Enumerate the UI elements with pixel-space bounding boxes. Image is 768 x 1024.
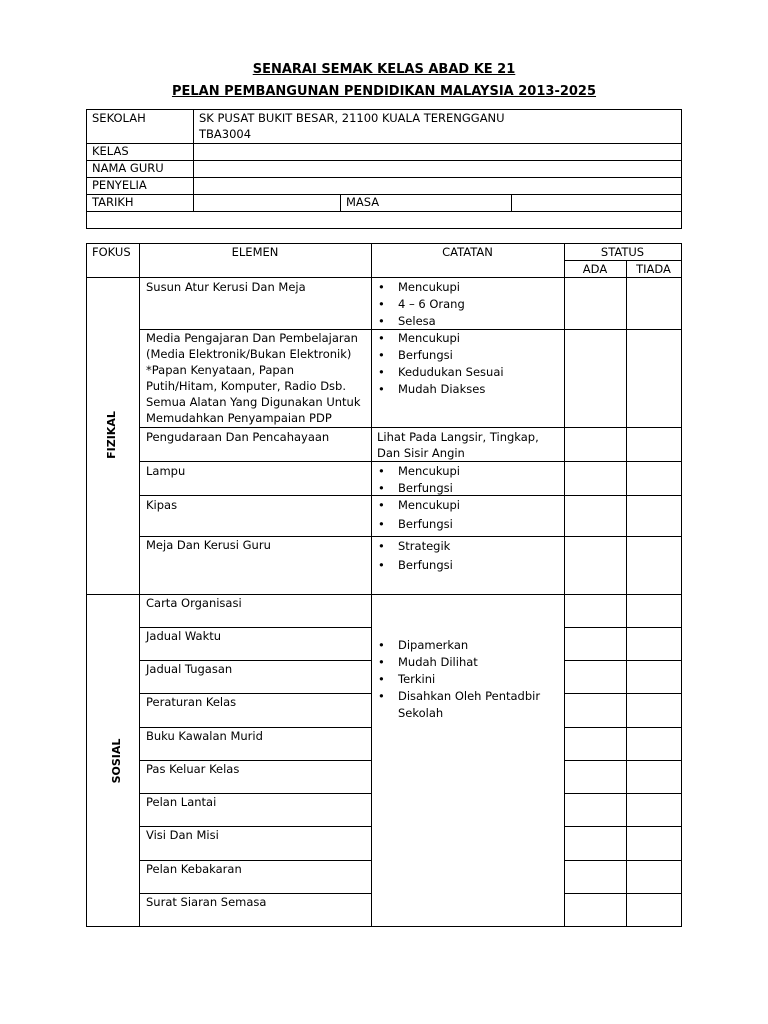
elemen-peraturan-kelas: Peraturan Kelas — [146, 695, 237, 709]
kelas-label: KELAS — [92, 144, 129, 158]
list-item: • Berfungsi — [372, 556, 453, 575]
penyelia-label: PENYELIA — [92, 178, 147, 192]
nama-guru-label: NAMA GURU — [92, 161, 164, 175]
header-status: STATUS — [600, 245, 645, 259]
sekolah-label: SEKOLAH — [92, 111, 146, 125]
elemen-media-line: Memudahkan Penyampaian PDP — [146, 411, 332, 425]
header-fokus: FOKUS — [92, 245, 131, 259]
header-ada: ADA — [582, 262, 608, 276]
list-item: • Selesa — [372, 313, 465, 330]
masa-label: MASA — [346, 195, 380, 209]
elemen-media-line: Media Pengajaran Dan Pembelajaran — [146, 331, 358, 345]
elemen-media-line: Semua Alatan Yang Digunakan Untuk — [146, 395, 361, 409]
list-item: • Berfungsi — [372, 347, 504, 364]
elemen-surat-siaran: Surat Siaran Semasa — [146, 895, 267, 909]
elemen-pelan-kebakaran: Pelan Kebakaran — [146, 862, 242, 876]
elemen-carta-organisasi: Carta Organisasi — [146, 596, 242, 610]
list-item: • Mencukupi — [372, 463, 460, 480]
header-elemen: ELEMEN — [231, 245, 279, 259]
catatan-list-kipas — [372, 496, 460, 534]
catatan-list-lampu — [372, 463, 460, 497]
catatan-pengudaraan-line: Lihat Pada Langsir, Tingkap, — [377, 430, 539, 444]
elemen-media-line: Putih/Hitam, Komputer, Radio Dsb. — [146, 379, 346, 393]
elemen-meja-guru: Meja Dan Kerusi Guru — [146, 538, 271, 552]
list-item: • Mudah Dilihat — [372, 654, 540, 671]
elemen-susun-atur: Susun Atur Kerusi Dan Meja — [146, 280, 306, 294]
catatan-list-sosial — [372, 637, 540, 705]
list-item: • Kedudukan Sesuai — [372, 364, 504, 381]
elemen-jadual-waktu: Jadual Waktu — [146, 629, 222, 643]
document-subtitle: PELAN PEMBANGUNAN PENDIDIKAN MALAYSIA 2013-2025 — [171, 84, 597, 99]
fokus-fizikal-label: FIZIKAL — [105, 411, 118, 459]
list-item: • Strategik — [372, 537, 453, 556]
elemen-lampu: Lampu — [146, 464, 186, 478]
list-item: • Berfungsi — [372, 480, 460, 497]
catatan-pengudaraan-line: Dan Sisir Angin — [377, 446, 465, 460]
elemen-pelan-lantai: Pelan Lantai — [146, 795, 217, 809]
list-item: • 4 – 6 Orang — [372, 296, 465, 313]
fokus-sosial-label: SOSIAL — [110, 738, 123, 784]
list-item: • Berfungsi — [372, 515, 460, 534]
catatan-list-meja-guru — [372, 537, 453, 575]
elemen-media-line: (Media Elektronik/Bukan Elektronik) — [146, 347, 352, 361]
list-item: • Mencukupi — [372, 496, 460, 515]
list-item: • Mencukupi — [372, 279, 465, 296]
elemen-kipas: Kipas — [146, 498, 178, 512]
document-title: SENARAI SEMAK KELAS ABAD KE 21 — [252, 62, 516, 77]
catatan-list-susun-atur — [372, 279, 465, 330]
elemen-pengudaraan: Pengudaraan Dan Pencahayaan — [146, 430, 330, 444]
sekolah-value: SK PUSAT BUKIT BESAR, 21100 KUALA TERENGGANU — [199, 111, 505, 125]
catatan-list-media — [372, 330, 504, 398]
list-item: • Mencukupi — [372, 330, 504, 347]
list-item: • Terkini — [372, 671, 540, 688]
elemen-media-line: *Papan Kenyataan, Papan — [146, 363, 294, 377]
header-tiada: TIADA — [636, 262, 671, 276]
elemen-jadual-tugasan: Jadual Tugasan — [146, 662, 233, 676]
catatan-sosial-continuation: Sekolah — [398, 706, 444, 720]
tarikh-label: TARIKH — [92, 195, 134, 209]
elemen-buku-kawalan: Buku Kawalan Murid — [146, 729, 263, 743]
list-item: • Mudah Diakses — [372, 381, 504, 398]
elemen-visi-misi: Visi Dan Misi — [146, 828, 219, 842]
sekolah-code: TBA3004 — [199, 127, 252, 141]
header-catatan: CATATAN — [442, 245, 493, 259]
elemen-pas-keluar: Pas Keluar Kelas — [146, 762, 240, 776]
list-item: • Disahkan Oleh Pentadbir — [372, 688, 540, 705]
list-item: • Dipamerkan — [372, 637, 540, 654]
